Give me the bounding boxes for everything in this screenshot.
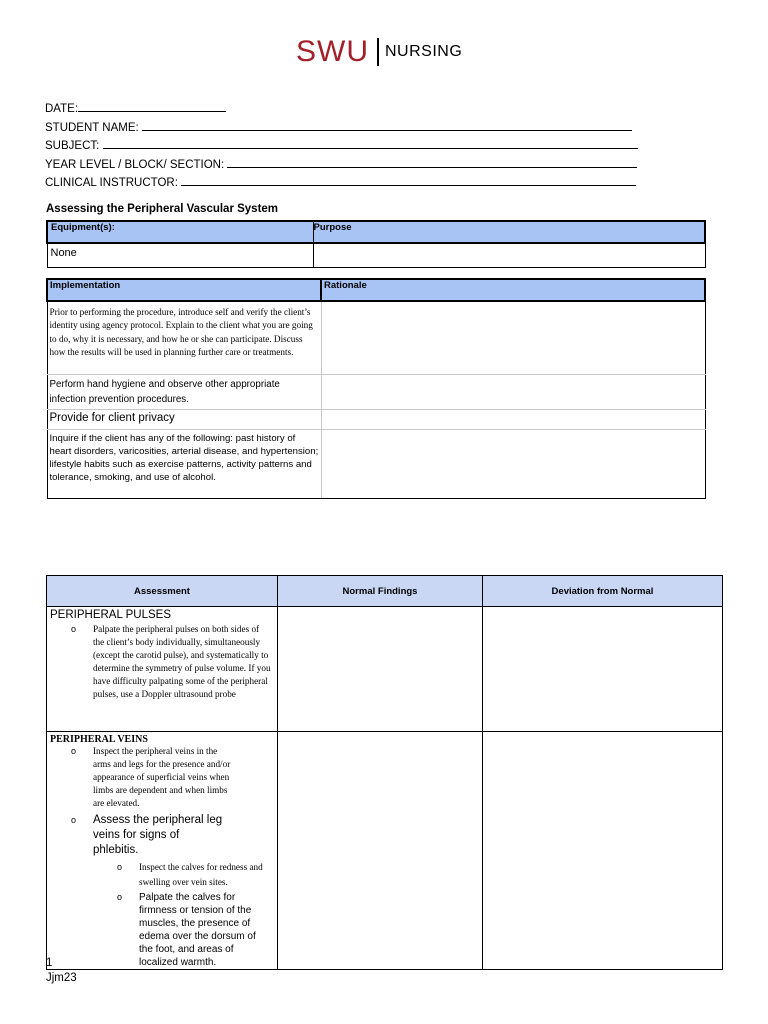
implementation-step-2: Perform hand hygiene and observe other appropriate infection prevention procedures. [49, 378, 280, 405]
year-level-field[interactable] [45, 156, 638, 175]
deviation-cell[interactable] [483, 607, 723, 732]
section-title: Assessing the Peripheral Vascular System [46, 203, 279, 215]
student-name-field[interactable] [45, 119, 638, 138]
logo-divider [377, 38, 379, 66]
peripheral-veins-heading: PERIPHERAL VEINS [50, 734, 148, 745]
veins-step-2: o Assess the peripheral leg veins for signs of phlebitis. [47, 813, 237, 858]
page-number: 1 [46, 957, 53, 969]
document-code: Jjm23 [46, 972, 77, 984]
assessment-table [46, 575, 723, 970]
logo-unit: NURSING [385, 43, 463, 60]
subject-blank[interactable] [103, 137, 638, 149]
clinical-instructor-blank[interactable] [181, 174, 636, 186]
assessment-header: Assessment [47, 576, 278, 607]
implementation-table [46, 278, 706, 499]
normal-findings-cell[interactable] [278, 732, 483, 970]
normal-findings-header: Normal Findings [278, 576, 483, 607]
deviation-header: Deviation from Normal [483, 576, 723, 607]
rationale-header: Rationale [321, 279, 705, 301]
normal-findings-cell[interactable] [278, 607, 483, 732]
implementation-header: Implementation [47, 279, 321, 301]
clinical-instructor-label: CLINICAL INSTRUCTOR: [45, 177, 182, 189]
logo-brand: SWU [296, 35, 369, 68]
equipment-table [46, 220, 706, 268]
date-blank[interactable] [78, 100, 226, 112]
student-name-label: STUDENT NAME: [45, 121, 142, 134]
equipment-header: Equipment(s): [47, 221, 313, 243]
student-name-blank[interactable] [142, 119, 632, 131]
deviation-cell[interactable] [483, 732, 723, 970]
implementation-step-1: Prior to performing the procedure, introduce self and verify the client’s identity using agency protocol. Explain to the client what you are going to do, why it is necessary, and how he or she can participate. Discuss how the results will be used in planning further care or treatments. [49, 307, 313, 357]
veins-substep-1: o Inspect the calves for redness and swelling over vein sites. [47, 860, 271, 890]
table-row [47, 301, 705, 374]
purpose-header: Purpose [313, 221, 705, 243]
subject-field[interactable] [45, 137, 638, 156]
rationale-cell[interactable] [321, 301, 705, 374]
year-level-blank[interactable] [227, 156, 637, 168]
veins-step-1: o Inspect the peripheral veins in the arms and legs for the presence and/or appearance of superficial veins when limbs are dependent and when limbs are elevated. [47, 745, 237, 810]
date-field[interactable] [45, 100, 638, 119]
year-level-label: YEAR LEVEL / BLOCK/ SECTION: [45, 158, 228, 171]
pulses-step: o Palpate the peripheral pulses on both sides of the client’s body individually, simultaneously (except the carotid pulse), and systematically to determine the symmetry of pulse volume. If you have difficulty palpating some of the peripheral pulses, use a Doppler ultrasound probe [47, 623, 271, 702]
equipment-cell[interactable]: None [47, 243, 313, 268]
rationale-cell[interactable] [321, 374, 705, 409]
student-info-fields [45, 100, 638, 193]
table-row [47, 429, 705, 498]
page-footer [46, 956, 77, 986]
veins-substep-2: o Palpate the calves for firmness or tension of the muscles, the presence of edema over the dorsum of the foot, and areas of localized warmth. [47, 891, 271, 969]
purpose-cell[interactable] [313, 243, 705, 268]
subject-label: SUBJECT: [45, 140, 103, 152]
implementation-step-3: Provide for client privacy [49, 411, 175, 424]
peripheral-pulses-heading: PERIPHERAL PULSES [50, 609, 172, 621]
date-label: DATE: [45, 103, 79, 115]
swu-nursing-logo [296, 36, 462, 68]
table-row [47, 374, 705, 409]
table-row [47, 732, 723, 970]
rationale-cell[interactable] [321, 429, 705, 498]
implementation-step-4: Inquire if the client has any of the following: past history of heart disorders, varicosities, arterial disease, and hypertension; lifestyle habits such as exercise patterns, activity patterns and tolerance, smoking, and use of alcohol. [49, 432, 319, 483]
table-row [47, 607, 723, 732]
table-row [47, 409, 705, 429]
clinical-instructor-field[interactable] [45, 174, 638, 193]
rationale-cell[interactable] [321, 409, 705, 429]
